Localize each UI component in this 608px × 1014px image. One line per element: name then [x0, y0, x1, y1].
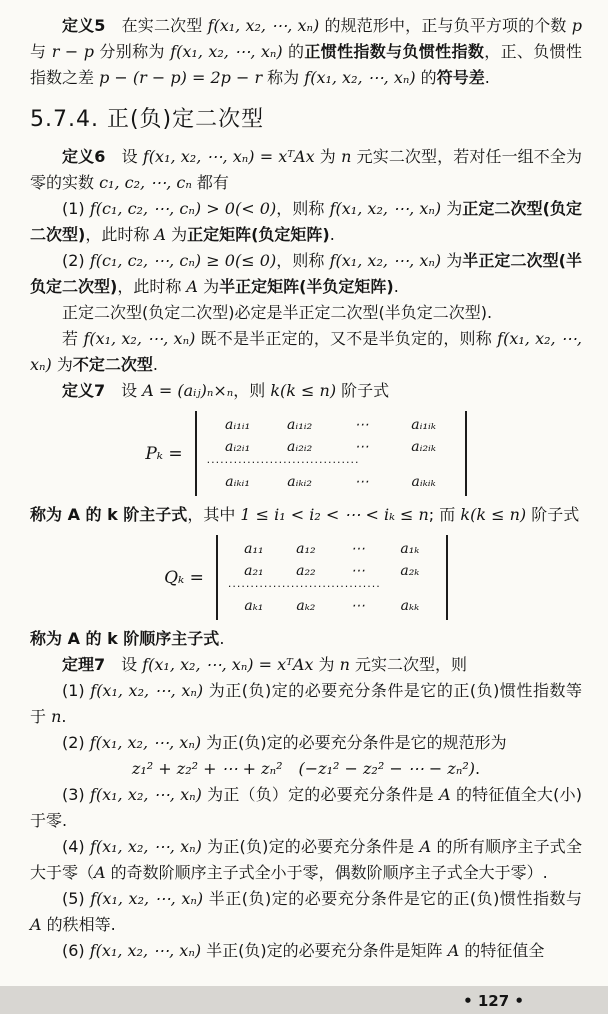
- matrix-row: [228, 538, 436, 560]
- matrix-cell: aᵢ₂ᵢₖ: [411, 439, 436, 455]
- matrix-dots-row: ··································: [227, 580, 381, 593]
- matrix-cell: a₁₂: [296, 541, 316, 557]
- paragraph-theorem7-item2: (2) f(x₁, x₂, ⋯, xₙ) 为正(负)定的必要充分条件是它的规范形为: [62, 733, 507, 752]
- paragraph-theorem7-item3: (3) f(x₁, x₂, ⋯, xₙ) 为正（负）定的必要充分条件是 A 的特征值全大(小)于零.: [30, 785, 582, 830]
- pk-determinant: [195, 411, 467, 496]
- matrix-cell: aᵢ₁ᵢ₁: [225, 417, 251, 433]
- matrix-cell: aᵢ₁ᵢ₂: [287, 417, 313, 433]
- matrix-cell: aₖ₁: [244, 598, 264, 614]
- matrix-row: [207, 414, 455, 436]
- canonical-form-formula: z₁² + z₂² + ⋯ + zₙ² (−z₁² − z₂² − ⋯ − zₙ²).: [131, 759, 481, 778]
- paragraph-after-pk: 称为 A 的 k 阶主子式，其中 1 ≤ i₁ < i₂ < ⋯ < iₖ ≤ n; 而 k(k ≤ n) 阶子式: [30, 505, 580, 524]
- paragraph-def6-item2: (2) f(c₁, c₂, ⋯, cₙ) ≥ 0(≤ 0)，则称 f(x₁, x₂, ⋯, xₙ) 为半正定二次型(半负定二次型)，此时称 A 为半正定矩阵(半负定矩阵).: [30, 251, 582, 296]
- matrix-cell: a₂₂: [296, 563, 316, 579]
- matrix-cell: aᵢₖᵢₖ: [411, 474, 436, 490]
- paragraph-def7: 定义7 设 A = (aᵢⱼ)ₙ×ₙ，则 k(k ≤ n) 阶子式: [62, 381, 390, 400]
- page-number: • 127 •: [463, 992, 524, 1010]
- matrix-row: [207, 436, 455, 458]
- paragraph-theorem7-item5: (5) f(x₁, x₂, ⋯, xₙ) 半正(负)定的必要充分条件是它的正(负)惯性指数与 A 的秩相等.: [30, 889, 582, 934]
- matrix-row: [207, 471, 455, 493]
- paragraph-def6-item1: (1) f(c₁, c₂, ⋯, cₙ) > 0(< 0)，则称 f(x₁, x₂, ⋯, xₙ) 为正定二次型(负定二次型)，此时称 A 为正定矩阵(负定矩阵).: [30, 199, 582, 244]
- matrix-cell: a₂₁: [244, 563, 264, 579]
- matrix-cell: aᵢ₂ᵢ₁: [225, 439, 251, 455]
- matrix-cell: aᵢₖᵢ₂: [287, 474, 312, 490]
- matrix-row: [228, 595, 436, 617]
- matrix-cell: a₂ₖ: [400, 563, 420, 579]
- paragraph-theorem7-item1: (1) f(x₁, x₂, ⋯, xₙ) 为正(负)定的必要充分条件是它的正(负)惯性指数等于 n.: [30, 681, 582, 726]
- paragraph-theorem7-item6: (6) f(x₁, x₂, ⋯, xₙ) 半正(负)定的必要充分条件是矩阵 A 的特征值全: [62, 941, 545, 960]
- pk-determinant-formula: [30, 411, 582, 496]
- matrix-row: [228, 560, 436, 582]
- matrix-cell: aᵢₖᵢ₁: [225, 474, 250, 490]
- section-heading: 5.7.4. 正(负)定二次型: [30, 107, 265, 132]
- matrix-cell: aᵢ₂ᵢ₂: [287, 439, 313, 455]
- matrix-cell: ⋯: [350, 598, 365, 614]
- paragraph-def5: 定义5 在实二次型 f(x₁, x₂, ⋯, xₙ) 的规范形中，正与负平方项的个数 p 与 r − p 分别称为 f(x₁, x₂, ⋯, xₙ) 的正惯性指数与负惯性指数，正、负惯性指数之差 p − (r − p) = 2p − r 称为 f(x₁, x₂, ⋯, xₙ) 的符号差.: [30, 16, 582, 87]
- qk-determinant-formula: [30, 535, 582, 620]
- paragraph-def6: 定义6 设 f(x₁, x₂, ⋯, xₙ) = xᵀAx 为 n 元实二次型，若对任一组不全为零的实数 c₁, c₂, ⋯, cₙ 都有: [30, 147, 582, 192]
- qk-label: Qₖ =: [164, 567, 204, 588]
- paragraph-note-indefinite: 若 f(x₁, x₂, ⋯, xₙ) 既不是半正定的，又不是半负定的，则称 f(x₁, x₂, ⋯, xₙ) 为不定二次型.: [30, 329, 582, 374]
- matrix-cell: ⋯: [350, 563, 365, 579]
- matrix-cell: aᵢ₁ᵢₖ: [411, 417, 436, 433]
- pk-label: Pₖ =: [145, 443, 183, 464]
- paragraph-after-qk: 称为 A 的 k 阶顺序主子式.: [30, 629, 225, 648]
- paragraph-theorem7-item4: (4) f(x₁, x₂, ⋯, xₙ) 为正(负)定的必要充分条件是 A 的所有顺序主子式全大于零（A 的奇数阶顺序主子式全小于零，偶数阶顺序主子式全大于零）.: [30, 837, 582, 882]
- qk-determinant: [216, 535, 448, 620]
- matrix-cell: aₖ₂: [296, 598, 316, 614]
- matrix-cell: ⋯: [354, 474, 369, 490]
- matrix-dots-row: ··································: [206, 456, 360, 469]
- matrix-cell: ⋯: [354, 417, 369, 433]
- paragraph-theorem7: 定理7 设 f(x₁, x₂, ⋯, xₙ) = xᵀAx 为 n 元实二次型，则: [62, 655, 468, 674]
- paragraph-note-semidefinite: 正定二次型(负定二次型)必定是半正定二次型(半负定二次型).: [62, 303, 493, 322]
- matrix-cell: ⋯: [354, 439, 369, 455]
- matrix-cell: ⋯: [350, 541, 365, 557]
- matrix-cell: aₖₖ: [400, 598, 420, 614]
- matrix-cell: a₁ₖ: [400, 541, 420, 557]
- matrix-cell: a₁₁: [244, 541, 264, 557]
